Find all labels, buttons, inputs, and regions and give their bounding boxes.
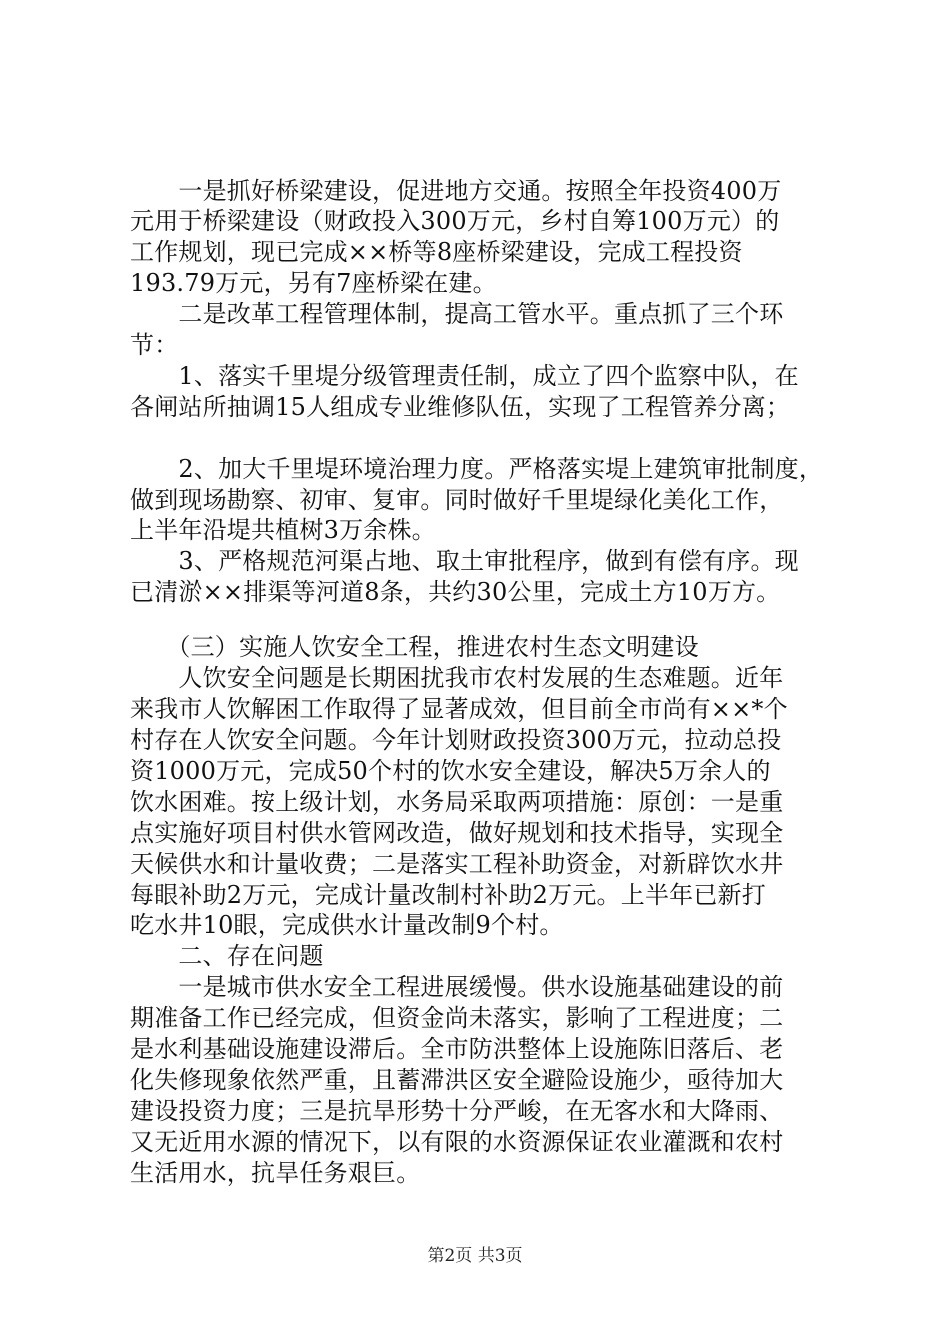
text-line: 二是改革工程管理体制，提高工管水平。重点抓了三个环 bbox=[130, 300, 784, 328]
section-heading: （三）实施人饮安全工程，推进农村生态文明建设 bbox=[130, 633, 699, 661]
text-line: 吃水井10眼，完成供水计量改制9个村。 bbox=[130, 911, 564, 939]
text-line: 又无近用水源的情况下，以有限的水资源保证农业灌溉和农村 bbox=[130, 1128, 784, 1156]
text-line: 建设投资力度；三是抗旱形势十分严峻，在无客水和大降雨、 bbox=[130, 1097, 784, 1125]
text-line: 人饮安全问题是长期困扰我市农村发展的生态难题。近年 bbox=[130, 664, 784, 692]
text-line: 已清淤××排渠等河道8条，共约30公里，完成土方10万方。 bbox=[130, 578, 781, 606]
text-line: 一是城市供水安全工程进展缓慢。供水设施基础建设的前 bbox=[130, 973, 784, 1001]
text-line: 每眼补助2万元，完成计量改制村补助2万元。上半年已新打 bbox=[130, 881, 766, 909]
text-line: 来我市人饮解困工作取得了显著成效，但目前全市尚有××*个 bbox=[130, 695, 788, 723]
text-line: 一是抓好桥梁建设，促进地方交通。按照全年投资400万 bbox=[130, 177, 782, 205]
text-line: 天候供水和计量收费；二是落实工程补助资金，对新辟饮水井 bbox=[130, 850, 784, 878]
text-line: 饮水困难。按上级计划，水务局采取两项措施：原创：一是重 bbox=[130, 788, 784, 816]
text-line: 193.79万元，另有7座桥梁在建。 bbox=[130, 269, 497, 297]
text-line: 元用于桥梁建设（财政投入300万元，乡村自筹100万元）的 bbox=[130, 207, 780, 235]
text-line: 2、加大千里堤环境治理力度。严格落实堤上建筑审批制度， bbox=[130, 455, 824, 483]
text-line: 化失修现象依然严重，且蓄滞洪区安全避险设施少，亟待加大 bbox=[130, 1066, 784, 1094]
text-line: 上半年沿堤共植树3万余株。 bbox=[130, 516, 436, 544]
text-line: 资1000万元，完成50个村的饮水安全建设，解决5万余人的 bbox=[130, 757, 771, 785]
text-line: 1、落实千里堤分级管理责任制，成立了四个监察中队，在 bbox=[130, 362, 799, 390]
text-line: 做到现场勘察、初审、复审。同时做好千里堤绿化美化工作， bbox=[130, 486, 784, 514]
text-line: 生活用水，抗旱任务艰巨。 bbox=[130, 1159, 421, 1187]
text-line: 期准备工作已经完成，但资金尚未落实，影响了工程进度；二 bbox=[130, 1004, 784, 1032]
text-line: 节： bbox=[130, 331, 179, 359]
text-line: 村存在人饮安全问题。今年计划财政投资300万元，拉动总投 bbox=[130, 726, 782, 754]
section-heading: 二、存在问题 bbox=[130, 942, 324, 970]
text-line: 是水利基础设施建设滞后。全市防洪整体上设施陈旧落后、老 bbox=[130, 1035, 784, 1063]
text-line: 3、严格规范河渠占地、取土审批程序，做到有偿有序。现 bbox=[130, 547, 799, 575]
page-number-footer: 第2页 共3页 bbox=[427, 1246, 523, 1266]
text-line: 各闸站所抽调15人组成专业维修队伍，实现了工程管养分离； bbox=[130, 393, 791, 421]
text-line: 工作规划，现已完成××桥等8座桥梁建设，完成工程投资 bbox=[130, 238, 743, 266]
text-line: 点实施好项目村供水管网改造，做好规划和技术指导，实现全 bbox=[130, 819, 784, 847]
